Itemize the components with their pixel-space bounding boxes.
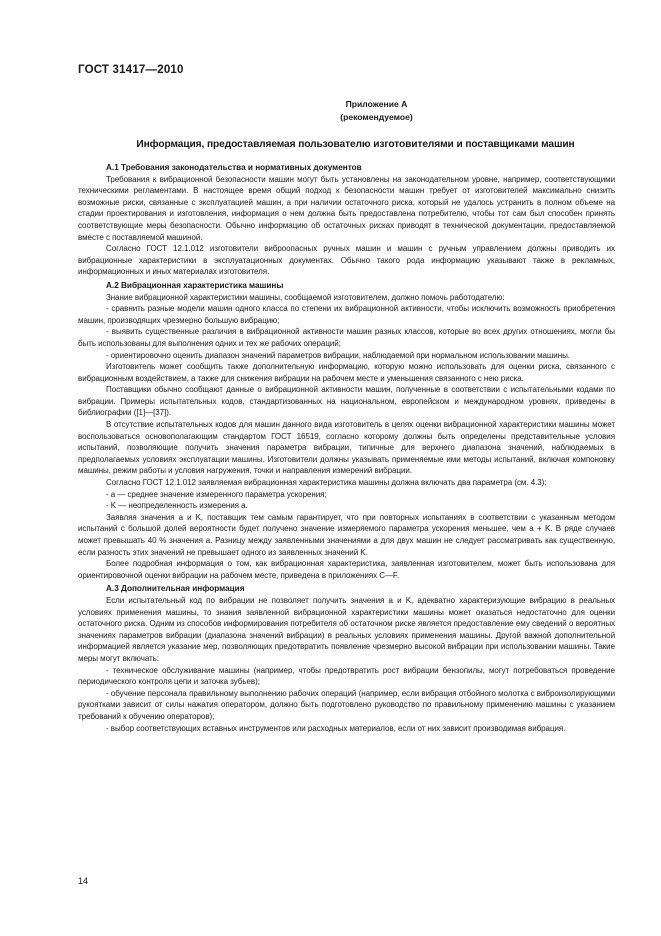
list-item: - ориентировочно оценить диапазон значений параметров вибрации, наблюдаемой при нормальном использовании машины.: [106, 350, 570, 360]
section-heading-a2: А.2 Вибрационная характеристика машины: [106, 280, 284, 290]
paragraph: Согласно ГОСТ 12.1.012 изготовители виброопасных ручных машин и машин с ручным управлением должны приводить их вибрационные характеристики в эксплуатационных документах. Обычно такого рода информацию указывают также в рекламных, информационных и иных материалах изготовителя.: [78, 244, 615, 277]
list-item: - техническое обслуживание машины (например, чтобы предотвратить рост вибрации бензопилы, могут потребоваться проведение периодического контроля цепи и заточка зубьев);: [78, 665, 615, 687]
list-item: - K — неопределенность измерения a.: [106, 501, 248, 511]
section-heading-a1: А.1 Требования законодательства и нормативных документов: [106, 163, 362, 172]
list-item: - обучение персонала правильному выполнению рабочих операций (например, если вибрация отбойного молотка с виброизолирующими рукоятками зависит от силы нажатия оператором, должно быть подготовлено руководство по правильному применению машины с указанием требований к обучению операторов);: [78, 688, 615, 721]
paragraph: Поставщики обычно сообщают данные о вибрационной активности машин, полученные в соответствии с испытательными кодами по вибрации. Примеры испытательных кодов, стандартизованных на национальном, европейском и международном уровнях, приведены в библиографии ([1]—[37]).: [78, 385, 615, 418]
paragraph: Если испытательный код по вибрации не позволяет получить значения a и K, адекватно характеризующие вибрацию в реальных условиях применения машины, то знания заявленной вибрационной характеристики машины может оказаться недостаточно для оценки остаточного риска. Одним из способов информирования потребителя об остаточном риске является предоставление ему сведений о вероятных значениях параметров вибрации (диапазона значений вибрации) в реальных условиях применения машины. Другой важной дополнительной информацией является указание мер, позволяющих предотвратить появление чрезмерно высокой вибрации при использовании машины. Такие меры могут включать:: [78, 595, 615, 663]
section-heading-a3: А.3 Дополнительная информация: [106, 584, 245, 594]
annex-title: Приложение А: [345, 99, 408, 109]
paragraph: В отсутствие испытательных кодов для машин данного вида изготовитель в целях оценки вибрационной характеристики машины может воспользоваться основополагающим стандартом ГОСТ 16519, согласно которому должны быть определены представительные условия испытаний, позволяющие получить значения параметра вибрации, типичные для верхнего диапазона значений, наблюдаемых в предполагаемых условиях эксплуатации машины. Изготовители должны указывать применяемые ими методы испытаний, включая компоновку машины, режим работы и условия нагружения, точки и направления измерений вибрации.: [78, 420, 615, 476]
paragraph: Согласно ГОСТ 12.1.012 заявляемая вибрационная характеристика машины должна включать два параметра (см. 4.3):: [106, 478, 547, 488]
paragraph: Изготовитель может сообщить также дополнительную информацию, которую можно использовать для оценки риска, связанного с вибрационным воздействием, а также для снижения вибрации на рабочем месте и уменьшения связанного с нею риска.: [78, 362, 615, 383]
paragraph: Заявляя значения a и K, поставщик тем самым гарантирует, что при повторных испытаниях в соответствии с указанным методом испытаний с большой долей вероятности будет получено значение измеряемого параметра ускорения меньшее, чем a + K. В ряде случаев может превышать 40 % значения a. Разницу между заявленными значениями a для двух машин не следует рассматривать как существенную, если разность этих значений не превышает одного из заявленных значений K.: [78, 512, 615, 557]
list-item: - выявить существенные различия в вибрационной активности машин разных классов, которые во всех других отношениях, могли бы быть использованы для выполнения одних и тех же рабочих операций;: [78, 327, 615, 348]
paragraph: Более подробная информация о том, как вибрационная характеристика, заявленная изготовителем, может быть использована для ориентировочной оценки вибрации на рабочем месте, приведена в приложениях С—F.: [78, 559, 615, 580]
list-item: - выбор соответствующих вставных инструментов или расходных материалов, если от них зависит производимая вибрация.: [106, 723, 566, 733]
page-title: Информация, предоставляемая пользователю изготовителями и поставщиками машин: [136, 139, 575, 150]
annex-note: (рекомендуемое): [340, 112, 413, 122]
standard-header: ГОСТ 31417—2010: [78, 64, 184, 76]
list-item: - a — среднее значение измеренного параметра ускорения;: [106, 489, 327, 499]
page-number: 14: [78, 876, 89, 886]
paragraph: Требования к вибрационной безопасности машин могут быть установлены на законодательном уровне, например, соответствующими техническими регламентами. В настоящее время общий подход к безопасности машин требует от изготовителей максимально снизить возможные риски, связанные с эксплуатацией машин, а при наличии остаточного риска, который не удалось устранить в полном объеме на стадии проектирования и изготовления, информация о нем должна быть предоставлена потребителю, чтобы тот сам был способен принять соответствующие меры безопасности. Обычно информацию об остаточных рисках приводят в технической документации, предоставляемой вместе с поставляемой машиной.: [78, 174, 615, 242]
list-item: - сравнить разные модели машин одного класса по степени их вибрационной активности, чтобы исключить возможность приобретения машин, производящих чрезмерно большую вибрацию;: [78, 304, 615, 325]
paragraph: Знание вибрационной характеристики машины, сообщаемой изготовителем, должно помочь работодателю:: [106, 292, 505, 302]
